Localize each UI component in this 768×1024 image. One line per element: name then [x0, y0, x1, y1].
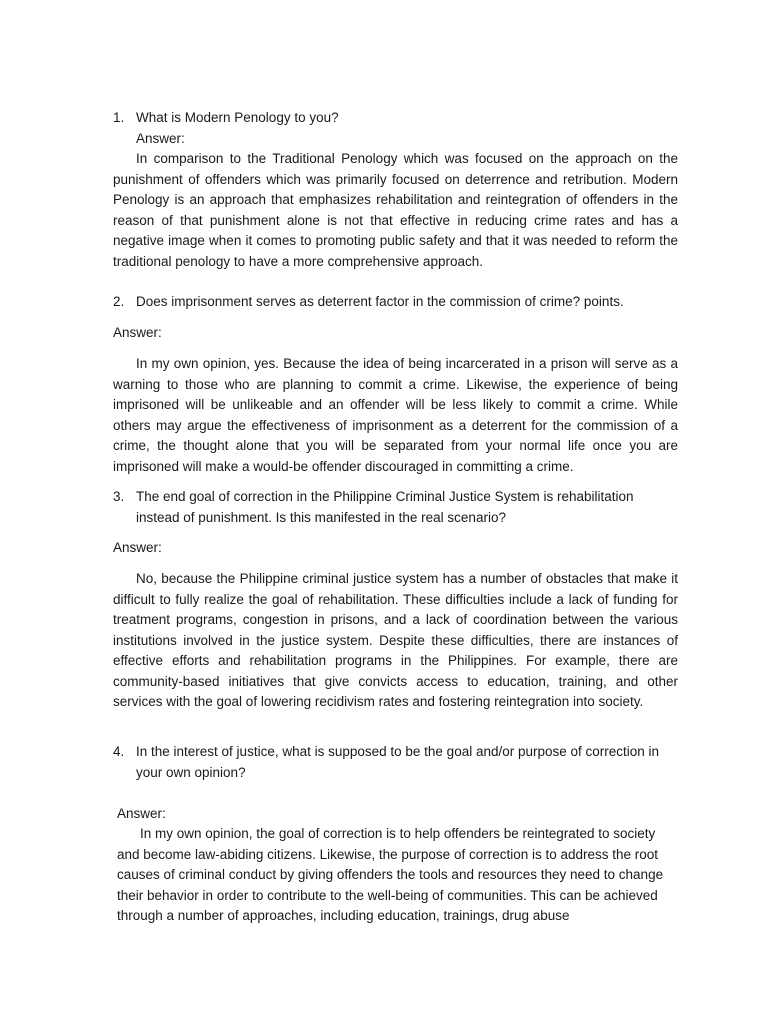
answer-label: Answer: — [136, 131, 185, 146]
question-text: What is Modern Penology to you? — [136, 110, 339, 125]
question-number: 3. — [113, 489, 125, 504]
question-4 — [113, 742, 678, 783]
question-number: 1. — [113, 110, 125, 125]
question-text: Does imprisonment serves as deterrent factor in the commission of crime? points. — [136, 294, 624, 309]
question-number: 4. — [113, 744, 125, 759]
question-text: The end goal of correction in the Philippine Criminal Justice System is rehabilitation instead of punishment. Is this manifested in the real scenario? — [136, 489, 634, 525]
answer-paragraph: In comparison to the Traditional Penology which was focused on the approach on the punishment of offenders which was primarily focused on deterrence and retribution. Modern Penology is an approach that emphasizes rehabilitation and reintegration of offenders in the reason of that punishment alone is not that effective in reducing crime rates and has a negative image when it comes to promoting public safety and that it was needed to reform the traditional penology to have a more comprehensive approach. — [113, 151, 678, 269]
answer-paragraph: No, because the Philippine criminal justice system has a number of obstacles that make it difficult to fully realize the goal of rehabilitation. These difficulties include a lack of funding for treatment programs, congestion in prisons, and a lack of coordination between the various institutions involved in the justice system. Despite these difficulties, there are instances of effective efforts and rehabilitation programs in the Philippines. For example, there are community-based initiatives that give convicts access to education, training, and other services with the goal of lowering recidivism rates and fostering reintegration into society. — [113, 571, 678, 709]
answer-paragraph: In my own opinion, the goal of correction is to help offenders be reintegrated to society and become law-abiding citizens. Likewise, the purpose of correction is to address the root causes of criminal conduct by giving offenders the tools and resources they need to change their behavior in order to contribute to the well-being of communities. This can be achieved through a number of approaches, including education, trainings, drug abuse — [117, 826, 664, 923]
question-1 — [113, 108, 678, 129]
question-3 — [113, 487, 678, 528]
question-text: In the interest of justice, what is supposed to be the goal and/or purpose of correction in your own opinion? — [136, 744, 660, 780]
question-2 — [113, 292, 678, 313]
question-number: 2. — [113, 294, 125, 309]
answer-paragraph: In my own opinion, yes. Because the idea of being incarcerated in a prison will serve as a warning to those who are planning to commit a crime. Likewise, the experience of being imprisoned will be unlikeable and an offender will be less likely to commit a crime. While others may argue the effectiveness of imprisonment as a deterrent for the commission of a crime, the thought alone that you will be separated from your normal life once you are imprisoned will make a would-be offender discouraged in committing a crime. — [113, 356, 678, 474]
answer-label: Answer: — [113, 325, 162, 340]
answer-label: Answer: — [117, 806, 166, 821]
answer-label: Answer: — [113, 540, 162, 555]
